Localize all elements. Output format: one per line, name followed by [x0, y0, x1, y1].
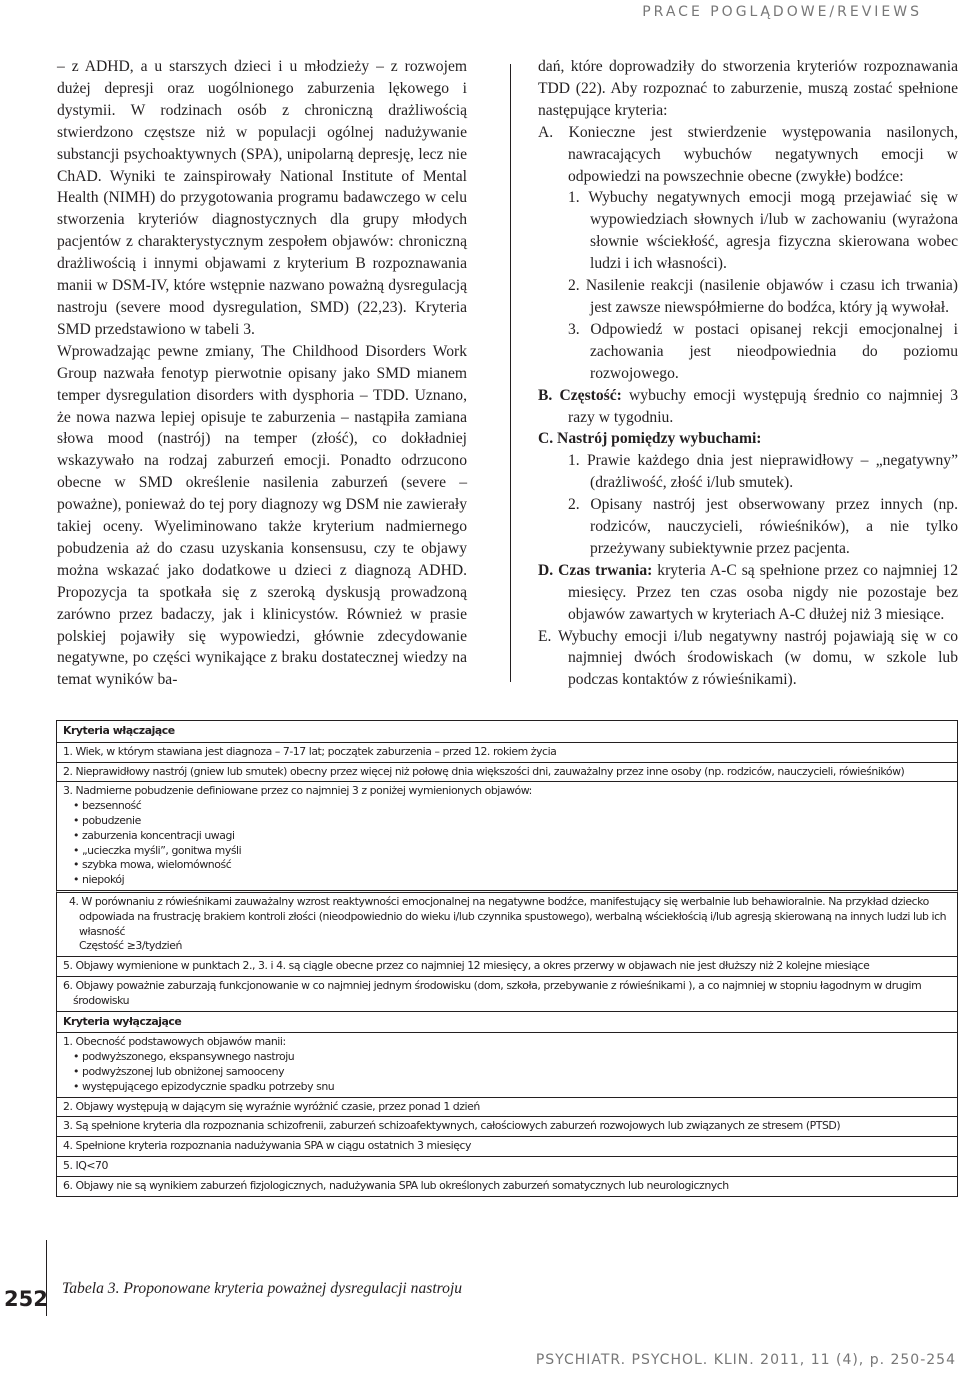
criterion-b-text: wybuchy emocji występują średnio co najmniej 3 razy w tygodniu. — [568, 386, 958, 426]
table-row: 5. IQ<70 — [56, 1156, 958, 1176]
table-row: 6. Objawy poważnie zaburzają funkcjonowanie w co najmniej jednym środowisku (dom, szkoła, przebywanie z rówieśnikami ), a co najmniej w stopniu łagodnym w drugim środowisku — [56, 976, 958, 1011]
criterion-c-item: 1. Prawie każdego dnia jest nieprawidłowy – „negatywny” (drażliwość, złość i/lub smutek). — [568, 452, 958, 492]
bullet: • „ucieczka myśli”, gonitwa myśli — [73, 843, 242, 857]
table-row: 1. Wiek, w którym stawiana jest diagnoza – 7-17 lat; początek zaburzenia – przed 12. rokiem życia — [56, 742, 958, 762]
criterion-a-item: 2. Nasilenie reakcji (nasilenie objawów i czasu ich trwania) jest zawsze niewspółmierne do bodźca, który ją wywołał. — [568, 277, 958, 316]
criterion-b-label: B. Częstość: — [538, 386, 622, 404]
bullet: • podwyższonej lub obniżonej samooceny — [73, 1064, 285, 1078]
paragraph: – z ADHD, a u starszych dzieci i u młodzieży – z rozwojem dużej depresji oraz uogólnionego zaburzenia lękowego i dystymii. W rodzinach osób z chroniczną drażliwością stwierdzono częstsze niż w populacji ogólnej nadużywanie substancji psychoaktywnych (SPA), unipolarną depresję, lecz nie ChAD. Wyniki te zainspirowały National Institute of Mental Health (NIMH) do przygotowania programu badawczego w celu stworzenia kryteriów diagnostycznych dla grupy młodych pacjentów z charakterystycznym zespołem objawów: chroniczną drażliwością i innymi objawami z kryterium B rozpoznawania manii w DSM-IV, które wstępnie nazwano poważną dysregulacją nastroju (severe mood dysregulation, SMD) (22,23). Kryteria SMD przedstawiono w tabeli 3. — [57, 58, 467, 338]
criterion-e: E. Wybuchy emocji i/lub negatywny nastrój pojawiają się w co najmniej dwóch środowiskach (w domu, w szkole lub podczas kontaktów z rówieśnikami). — [538, 627, 958, 689]
criterion-d-label: D. Czas trwania: — [538, 561, 653, 579]
table-row — [56, 890, 958, 956]
criterion-a-item: 3. Odpowiedź w postaci opisanej rekcji emocjonalnej i zachowania jest nieodpowiednia do poziomu rozwojowego. — [568, 320, 958, 382]
bullet: • podwyższonego, ekspansywnego nastroju — [73, 1050, 295, 1064]
criterion-a-item: 1. Wybuchy negatywnych emocji mogą przejawiać się w wypowiedziach słownych i/lub w zachowaniu (wyrażona słownie wściekłość, agresja fizyczna skierowana wobec ludzi i ich własności). — [568, 189, 958, 273]
right-column — [538, 56, 958, 691]
table-row: 2. Objawy występują w dającym się wyraźnie wyróżnić czasie, przez ponad 1 dzień — [56, 1097, 958, 1117]
table-row — [56, 781, 958, 890]
column-separator — [510, 64, 511, 682]
exclusion-header: Kryteria wyłączające — [56, 1011, 958, 1033]
table-caption: Tabela 3. Proponowane kryteria poważnej dysregulacji nastroju — [62, 1280, 463, 1297]
criteria-table — [56, 720, 958, 1197]
criterion-a: A. Konieczne jest stwierdzenie występowania nasilonych, nawracających wybuchów negatywnych emocji w odpowiedzi na powszechnie obecne (zwykłe) bodźce: — [538, 123, 958, 185]
item-4-frequency: Częstość ≥3/tydzień — [79, 939, 182, 953]
table-row: 6. Objawy nie są wynikiem zaburzeń fizjologicznych, nadużywania SPA lub określonych zaburzeń somatycznych lub neurologicznych — [56, 1176, 958, 1197]
criterion-c: C. Nastrój pomiędzy wybuchami: — [538, 430, 762, 448]
bullet: • bezsenność — [73, 799, 142, 813]
bullet: • szybka mowa, wielomówność — [73, 858, 232, 872]
inclusion-header: Kryteria włączające — [56, 720, 958, 742]
left-column — [57, 56, 467, 691]
table-row: 4. Spełnione kryteria rozpoznania nadużywania SPA w ciągu ostatnich 3 miesięcy — [56, 1136, 958, 1156]
paragraph: Wprowadzając pewne zmiany, The Childhood Disorders Work Group nazwała fenotyp pierwotnie opisany jako SMD mianem temper dysregulation disorders with dysphoria – TDD. Uznano, że nowa nazwa lepiej opisuje te zaburzenia – nastąpiła zamiana słowa mood (nastrój) na temper (złość), co dokładniej wskazywało na rodzaj zaburzeń emocji. Ponadto odrzucono obecne w SMD określenie nasilenia zaburzeń (severe – poważne), ponieważ do tej pory diagnozy wg DSM nie zawierały takiej oceny. Wyeliminowano także kryterium nadmiernego pobudzenia aż do czasu uzyskania konsensusu, czy te objawy można wskazać jako dodatkowe u dzieci z diagnozą ADHD. Propozycja ta spotkała się z szeroką dyskusją prowadzoną zarówno przez badaczy, jak i klinicystów. Również w prasie polskiej pojawiły się wypowiedzi, głównie zdecydowanie negatywne, po części wynikające z braku dostatecznej wiedzy na temat wyników ba- — [57, 342, 467, 689]
criterion-b — [538, 385, 958, 429]
ex-1-title: 1. Obecność podstawowych objawów manii: — [63, 1035, 286, 1049]
table-row: 5. Objawy wymienione w punktach 2., 3. i 4. są ciągle obecne przez co najmniej 12 miesięcy, a okres przerwy w objawach nie jest dłuższy niż 2 kolejne miesiące — [56, 956, 958, 976]
bullet: • występującego epizodycznie spadku potrzeby snu — [73, 1079, 335, 1093]
page-number: 252 — [4, 1287, 48, 1311]
item-3-title: 3. Nadmierne pobudzenie definiowane przez co najmniej 3 z poniżej wymienionych objawów: — [63, 784, 532, 798]
table-row: 2. Nieprawidłowy nastrój (gniew lub smutek) obecny przez więcej niż połowę dnia większości dni, zauważalny przez inne osoby (np. rodziców, nauczycieli, rówieśników) — [56, 762, 958, 782]
table-row: 3. Są spełnione kryteria dla rozpoznania schizofrenii, zaburzeń schizoafektywnych, całościowych zaburzeń rozwojowych lub związanych ze stresem (PTSD) — [56, 1116, 958, 1136]
paragraph: dań, które doprowadziły do stworzenia kryteriów rozpoznawania TDD (22). Aby rozpoznać to zaburzenie, muszą zostać spełnione następujące kryteria: — [538, 58, 958, 119]
criterion-c-item: 2. Opisany nastrój jest obserwowany przez innych (np. rodziców, nauczycieli, rówieśników), a nie tylko przeżywany subiektywnie przez pacjenta. — [568, 496, 958, 557]
section-header: PRACE POGLĄDOWE/REVIEWS — [642, 4, 922, 20]
journal-footer: PSYCHIATR. PSYCHOL. KLIN. 2011, 11 (4), p. 250-254 — [535, 1352, 956, 1368]
bullet: • pobudzenie — [73, 813, 141, 827]
bullet: • zaburzenia koncentracji uwagi — [73, 828, 235, 842]
item-4: 4. W porównaniu z rówieśnikami zauważalny wzrost reaktywności emocjonalnej na negatywne bodźce, manifestujący się werbalnie lub behawioralnie. Na przykład dziecko odpowiada na frustrację brakiem kontroli złości (nieodpowiednio do wieku i/lub czynnika spustowego), werbalną wściekłością i/lub agresją skierowaną na innych ludzi lub ich własność — [69, 894, 947, 938]
criterion-d — [538, 560, 958, 626]
table-row — [56, 1032, 958, 1096]
criterion-d-text: kryteria A-C są spełnione przez co najmniej 12 miesięcy. Przez ten czas osoba nigdy nie pozostaje bez objawów zawartych w kryteriach A-C dłużej niż 3 miesiące. — [568, 561, 958, 623]
bullet: • niepokój — [73, 873, 125, 887]
